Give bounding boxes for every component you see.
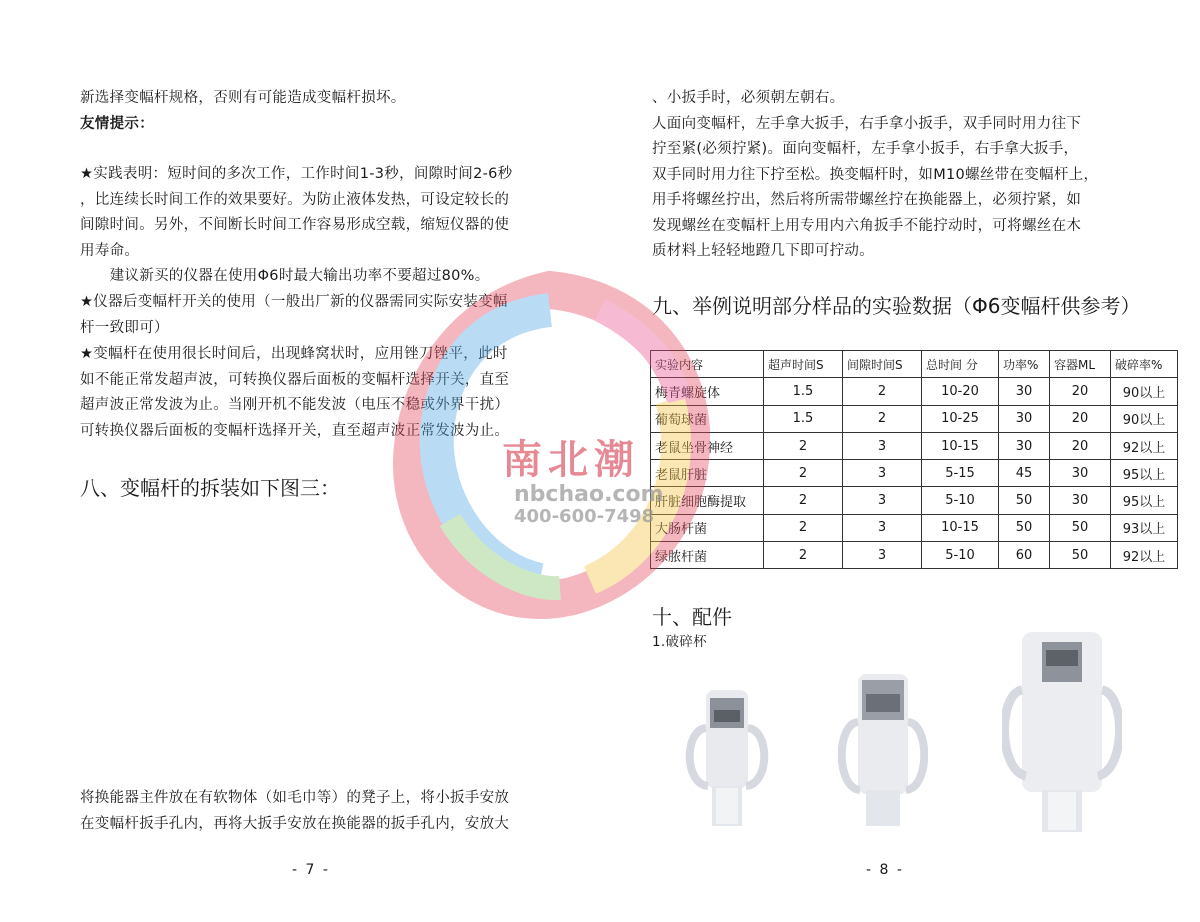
table-cell: 2 — [764, 542, 843, 569]
table-header-cell: 总时间 分 — [922, 351, 999, 378]
text-line: 用手将螺丝拧出，然后将所需带螺丝拧在换能器上，必须拧紧，如 — [652, 192, 1082, 208]
watermark-brand: 南北潮 — [502, 437, 640, 483]
switch-paragraph — [80, 290, 508, 341]
text-line: 如不能正常发超声波，可转换仪器后面板的变幅杆选择开关，直至 — [80, 371, 510, 388]
text-line: 在变幅杆扳手孔内，再将大扳手安放在换能器的扳手孔内，安放大 — [80, 815, 510, 832]
table-cell: 50 — [1050, 514, 1111, 541]
table-cell: 2 — [843, 378, 922, 405]
text-line: ★仪器后变幅杆开关的使用（一般出厂新的仪器需同实际安装变幅 — [80, 294, 508, 310]
text-line: ，比连续长时间工作的效果要好。为防止液体发热，可设定较长的 — [80, 191, 510, 208]
watermark-phone: 400-600-7498 — [514, 506, 655, 527]
table-cell: 2 — [764, 460, 843, 487]
sample-name-cell: 大肠杆菌 — [651, 514, 764, 541]
table-row — [651, 542, 1178, 569]
table-cell: 30 — [1050, 460, 1111, 487]
table-row — [651, 405, 1178, 432]
section-8-title: 八、变幅杆的拆装如下图三： — [80, 476, 340, 500]
table-cell: 2 — [764, 514, 843, 541]
text-line: 质材料上轻轻地蹬几下即可拧动。 — [652, 243, 874, 259]
table-cell: 90以上 — [1111, 405, 1178, 432]
text-line: 人面向变幅杆，左手拿大扳手，右手拿小扳手，双手同时用力往下 — [652, 115, 1082, 132]
table-header-cell: 容器ML — [1050, 351, 1111, 378]
accessory-item-1: 1.破碎杯 — [652, 634, 707, 650]
table-cell: 95以上 — [1111, 460, 1178, 487]
table-header-cell: 破碎率% — [1111, 351, 1178, 378]
table-cell: 3 — [843, 460, 922, 487]
table-cell: 10-15 — [922, 514, 999, 541]
table-cell: 90以上 — [1111, 378, 1178, 405]
experiment-data-table — [650, 350, 1178, 569]
table-header-row — [651, 351, 1178, 378]
table-cell: 2 — [764, 487, 843, 514]
text-line: 发现螺丝在变幅杆上用专用内六角扳手不能拧动时，可将螺丝在木 — [652, 217, 1082, 234]
text-line: 新选择变幅杆规格，否则有可能造成变幅杆损坏。 — [80, 90, 406, 106]
table-cell: 92以上 — [1111, 432, 1178, 459]
table-cell: 5-10 — [922, 542, 999, 569]
sample-name-cell: 葡萄球菌 — [651, 405, 764, 432]
text-line: 将换能器主件放在有软物体（如毛巾等）的凳子上，将小扳手安放 — [80, 790, 510, 806]
table-cell: 5-10 — [922, 487, 999, 514]
wrench-paragraph — [652, 86, 1098, 265]
practice-paragraph — [80, 162, 512, 264]
table-cell: 5-15 — [922, 460, 999, 487]
table-cell: 45 — [999, 460, 1050, 487]
sample-name-cell: 老鼠坐骨神经 — [651, 432, 764, 459]
watermark-domain: nbchao.com — [514, 482, 664, 507]
text-line: ★变幅杆在使用很长时间后，出现蜂窝状时，应用锉刀锉平，此时 — [80, 346, 508, 362]
sample-name-cell: 绿脓杆菌 — [651, 542, 764, 569]
suggest-paragraph — [80, 264, 490, 290]
text-line: 用寿命。 — [80, 242, 140, 259]
table-cell: 93以上 — [1111, 514, 1178, 541]
medium-cup-image — [838, 672, 928, 832]
text-line: 间隙时间。另外，不间断长时间工作容易形成空载，缩短仪器的使 — [80, 217, 510, 233]
sample-name-cell: 老鼠肝脏 — [651, 460, 764, 487]
text-line: 杆一致即可） — [80, 319, 169, 336]
disassembly-paragraph — [80, 786, 509, 837]
table-header-cell: 实验内容 — [651, 351, 764, 378]
table-header-cell: 功率% — [999, 351, 1050, 378]
table-cell: 20 — [1050, 405, 1111, 432]
table-cell: 10-15 — [922, 432, 999, 459]
table-cell: 30 — [999, 405, 1050, 432]
table-cell: 30 — [1050, 487, 1111, 514]
intro-paragraph — [80, 86, 406, 112]
table-cell: 30 — [999, 432, 1050, 459]
honeycomb-paragraph — [80, 342, 509, 444]
table-cell: 50 — [999, 487, 1050, 514]
page-number-right: - 8 - — [866, 862, 904, 878]
table-cell: 30 — [999, 378, 1050, 405]
table-cell: 95以上 — [1111, 487, 1178, 514]
table-row — [651, 514, 1178, 541]
table-cell: 3 — [843, 432, 922, 459]
small-cup-image — [682, 688, 772, 833]
table-row — [651, 378, 1178, 405]
table-row — [651, 432, 1178, 459]
text-line: 可转换仪器后面板的变幅杆选择开关，直至超声波正常发波为止。 — [80, 422, 510, 439]
table-cell: 10-25 — [922, 405, 999, 432]
text-line: ★实践表明：短时间的多次工作，工作时间1-3秒，间隙时间2-6秒 — [80, 166, 513, 182]
text-line: 双手同时用力往下拧至松。换变幅杆时，如M10螺丝带在变幅杆上， — [652, 166, 1099, 183]
table-row — [651, 460, 1178, 487]
large-cup-image — [1002, 630, 1122, 840]
table-cell: 3 — [843, 542, 922, 569]
table-cell: 1.5 — [764, 378, 843, 405]
table-cell: 20 — [1050, 378, 1111, 405]
text-line: 拧至紧(必须拧紧)。面向变幅杆，左手拿小扳手，右手拿大扳手， — [652, 141, 1079, 157]
right-page — [600, 0, 1200, 922]
table-cell: 60 — [999, 542, 1050, 569]
table-header-cell: 间隙时间S — [843, 351, 922, 378]
table-cell: 50 — [1050, 542, 1111, 569]
text-line: 超声波正常发波为止。当刚开机不能发波（电压不稳或外界干扰） — [80, 397, 510, 413]
sample-name-cell: 肝脏细胞酶提取 — [651, 487, 764, 514]
table-cell: 3 — [843, 514, 922, 541]
tips-title: 友情提示： — [80, 116, 154, 132]
text-line: 、小扳手时，必须朝左朝右。 — [652, 90, 845, 106]
table-cell: 3 — [843, 487, 922, 514]
sample-name-cell: 梅青螺旋体 — [651, 378, 764, 405]
table-cell: 10-20 — [922, 378, 999, 405]
table-header-cell: 超声时间S — [764, 351, 843, 378]
text-line: 建议新买的仪器在使用Φ6时最大输出功率不要超过80%。 — [80, 268, 490, 284]
table-row — [651, 487, 1178, 514]
table-cell: 1.5 — [764, 405, 843, 432]
table-cell: 20 — [1050, 432, 1111, 459]
section-9-title: 九、举例说明部分样品的实验数据（Φ6变幅杆供参考） — [652, 294, 1141, 318]
section-10-title: 十、配件 — [652, 605, 732, 629]
page-number-left: - 7 - — [292, 862, 330, 878]
table-cell: 2 — [764, 432, 843, 459]
table-cell: 2 — [843, 405, 922, 432]
table-cell: 92以上 — [1111, 542, 1178, 569]
table-cell: 50 — [999, 514, 1050, 541]
